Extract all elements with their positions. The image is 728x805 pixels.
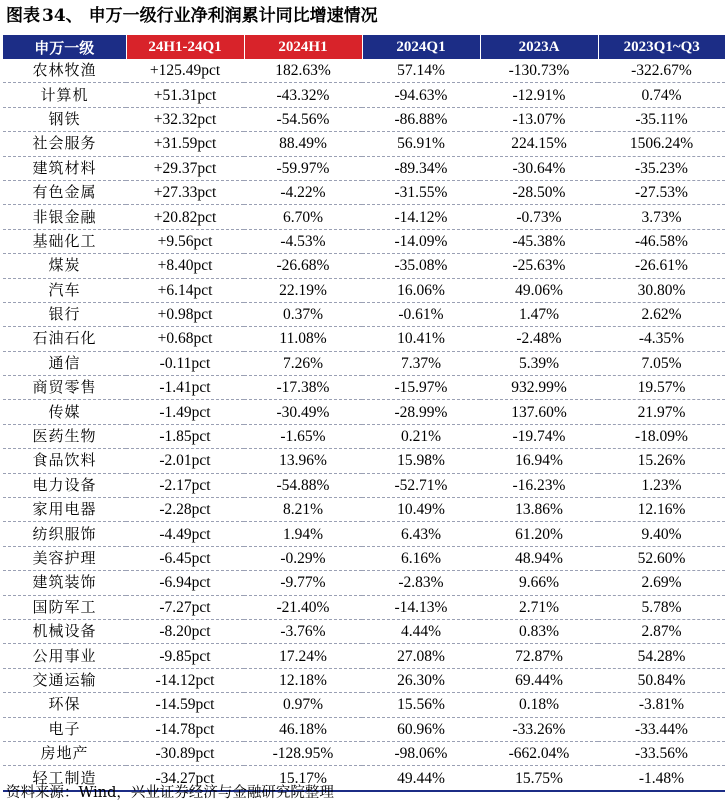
cell-industry: 电子: [3, 717, 126, 741]
cell-2023q1-q3: -322.67%: [598, 59, 725, 83]
cell-2023a: 0.18%: [480, 693, 598, 717]
cell-industry: 公用事业: [3, 644, 126, 668]
cell-2023a: -0.73%: [480, 205, 598, 229]
table-row: [3, 546, 725, 570]
cell-24h1-24q1: -14.78pct: [126, 717, 244, 741]
cell-2024h1: 12.18%: [244, 668, 362, 692]
cell-2024h1: -30.49%: [244, 400, 362, 424]
cell-industry: 纺织服饰: [3, 522, 126, 546]
table-header: [3, 35, 725, 59]
cell-2024h1: 46.18%: [244, 717, 362, 741]
cell-2024q1: 6.16%: [362, 546, 480, 570]
cell-24h1-24q1: +32.32pct: [126, 107, 244, 131]
table-row: [3, 327, 725, 351]
cell-2024q1: 10.41%: [362, 327, 480, 351]
cell-industry: 医药生物: [3, 424, 126, 448]
cell-industry: 有色金属: [3, 180, 126, 204]
cell-2024h1: -43.32%: [244, 83, 362, 107]
cell-2023a: 9.66%: [480, 571, 598, 595]
cell-2024q1: -14.09%: [362, 229, 480, 253]
table-row: [3, 693, 725, 717]
cell-industry: 机械设备: [3, 619, 126, 643]
table-row: [3, 741, 725, 765]
cell-2023a: 61.20%: [480, 522, 598, 546]
cell-industry: 国防军工: [3, 595, 126, 619]
cell-24h1-24q1: -4.49pct: [126, 522, 244, 546]
cell-24h1-24q1: -0.11pct: [126, 351, 244, 375]
cell-2024q1: -28.99%: [362, 400, 480, 424]
cell-2023q1-q3: 30.80%: [598, 278, 725, 302]
cell-2023a: 13.86%: [480, 498, 598, 522]
figure-title-text: 申万一级行业净利润累计同比增速情况: [88, 6, 378, 26]
cell-2023q1-q3: -1.48%: [598, 766, 725, 791]
table-row: [3, 351, 725, 375]
source-text: Wind，兴业证券经济与金融研究院整理: [78, 785, 334, 801]
cell-industry: 轻工制造: [3, 766, 126, 791]
header-industry: 申万一级: [3, 35, 126, 59]
cell-24h1-24q1: +6.14pct: [126, 278, 244, 302]
cell-2023q1-q3: 9.40%: [598, 522, 725, 546]
cell-2024q1: 10.49%: [362, 498, 480, 522]
cell-2024q1: -14.12%: [362, 205, 480, 229]
cell-2024q1: -94.63%: [362, 83, 480, 107]
cell-2024h1: -9.77%: [244, 571, 362, 595]
cell-2024q1: 27.08%: [362, 644, 480, 668]
cell-2024q1: 7.37%: [362, 351, 480, 375]
cell-2024h1: 11.08%: [244, 327, 362, 351]
cell-industry: 美容护理: [3, 546, 126, 570]
table-row: [3, 302, 725, 326]
cell-2023q1-q3: 2.62%: [598, 302, 725, 326]
cell-2024h1: 1.94%: [244, 522, 362, 546]
cell-industry: 传媒: [3, 400, 126, 424]
cell-industry: 汽车: [3, 278, 126, 302]
header-2024h1: 2024H1: [244, 35, 362, 59]
cell-24h1-24q1: +125.49pct: [126, 59, 244, 83]
cell-industry: 煤炭: [3, 254, 126, 278]
header-2023a: 2023A: [480, 35, 598, 59]
cell-2024h1: -54.56%: [244, 107, 362, 131]
cell-24h1-24q1: -6.94pct: [126, 571, 244, 595]
cell-24h1-24q1: +0.98pct: [126, 302, 244, 326]
cell-24h1-24q1: -30.89pct: [126, 741, 244, 765]
cell-2023q1-q3: 1.23%: [598, 473, 725, 497]
cell-24h1-24q1: -2.01pct: [126, 449, 244, 473]
cell-24h1-24q1: -9.85pct: [126, 644, 244, 668]
cell-industry: 钢铁: [3, 107, 126, 131]
cell-2023q1-q3: -35.11%: [598, 107, 725, 131]
figure-title-prefix: 图表: [6, 6, 40, 26]
cell-24h1-24q1: -1.85pct: [126, 424, 244, 448]
cell-2023a: 5.39%: [480, 351, 598, 375]
cell-industry: 建筑装饰: [3, 571, 126, 595]
cell-2023a: 1.47%: [480, 302, 598, 326]
cell-industry: 农林牧渔: [3, 59, 126, 83]
cell-2023a: 0.83%: [480, 619, 598, 643]
cell-industry: 基础化工: [3, 229, 126, 253]
source-label: 资料来源：: [6, 785, 79, 801]
cell-2023q1-q3: -33.56%: [598, 741, 725, 765]
cell-industry: 环保: [3, 693, 126, 717]
cell-2023a: -662.04%: [480, 741, 598, 765]
cell-2023q1-q3: 50.84%: [598, 668, 725, 692]
cell-2023q1-q3: 12.16%: [598, 498, 725, 522]
table-row: [3, 156, 725, 180]
table-row: [3, 107, 725, 131]
cell-2023q1-q3: 7.05%: [598, 351, 725, 375]
source-note: [6, 782, 334, 804]
cell-industry: 电力设备: [3, 473, 126, 497]
cell-2024h1: -54.88%: [244, 473, 362, 497]
cell-2023a: -28.50%: [480, 180, 598, 204]
cell-2024h1: -0.29%: [244, 546, 362, 570]
cell-2024h1: 13.96%: [244, 449, 362, 473]
cell-2023q1-q3: 5.78%: [598, 595, 725, 619]
cell-2023a: 69.44%: [480, 668, 598, 692]
cell-24h1-24q1: -1.49pct: [126, 400, 244, 424]
cell-2023q1-q3: 54.28%: [598, 644, 725, 668]
cell-2023a: 15.75%: [480, 766, 598, 791]
cell-2024q1: -52.71%: [362, 473, 480, 497]
cell-2024h1: 15.17%: [244, 766, 362, 791]
cell-2023q1-q3: 2.87%: [598, 619, 725, 643]
cell-2023q1-q3: -18.09%: [598, 424, 725, 448]
cell-2024q1: -35.08%: [362, 254, 480, 278]
cell-2024h1: 0.97%: [244, 693, 362, 717]
cell-industry: 石油石化: [3, 327, 126, 351]
cell-2023a: 932.99%: [480, 376, 598, 400]
table-row: [3, 400, 725, 424]
cell-industry: 银行: [3, 302, 126, 326]
cell-2023q1-q3: 19.57%: [598, 376, 725, 400]
cell-industry: 计算机: [3, 83, 126, 107]
cell-24h1-24q1: -2.28pct: [126, 498, 244, 522]
cell-2023a: -45.38%: [480, 229, 598, 253]
table-row: [3, 595, 725, 619]
cell-2023a: -16.23%: [480, 473, 598, 497]
cell-industry: 非银金融: [3, 205, 126, 229]
cell-24h1-24q1: +9.56pct: [126, 229, 244, 253]
table-row: [3, 498, 725, 522]
cell-2023q1-q3: 3.73%: [598, 205, 725, 229]
cell-2023q1-q3: -46.58%: [598, 229, 725, 253]
cell-2024q1: 15.98%: [362, 449, 480, 473]
cell-24h1-24q1: +20.82pct: [126, 205, 244, 229]
cell-2024q1: -89.34%: [362, 156, 480, 180]
cell-2024h1: -1.65%: [244, 424, 362, 448]
cell-2023a: 48.94%: [480, 546, 598, 570]
cell-2024h1: -59.97%: [244, 156, 362, 180]
cell-2023q1-q3: -33.44%: [598, 717, 725, 741]
cell-2024q1: 56.91%: [362, 132, 480, 156]
cell-2023q1-q3: 21.97%: [598, 400, 725, 424]
cell-2023q1-q3: 0.74%: [598, 83, 725, 107]
cell-2024h1: 17.24%: [244, 644, 362, 668]
cell-2024h1: -128.95%: [244, 741, 362, 765]
table-row: [3, 473, 725, 497]
table-row: [3, 180, 725, 204]
cell-2024q1: -86.88%: [362, 107, 480, 131]
cell-2024q1: 15.56%: [362, 693, 480, 717]
cell-24h1-24q1: +8.40pct: [126, 254, 244, 278]
cell-2023a: 49.06%: [480, 278, 598, 302]
cell-24h1-24q1: -14.59pct: [126, 693, 244, 717]
industry-net-profit-table: [3, 35, 725, 792]
cell-2023a: -25.63%: [480, 254, 598, 278]
cell-2023q1-q3: 52.60%: [598, 546, 725, 570]
cell-2023q1-q3: 1506.24%: [598, 132, 725, 156]
cell-2024q1: -2.83%: [362, 571, 480, 595]
cell-24h1-24q1: -1.41pct: [126, 376, 244, 400]
cell-24h1-24q1: -7.27pct: [126, 595, 244, 619]
cell-2024h1: 88.49%: [244, 132, 362, 156]
cell-24h1-24q1: +31.59pct: [126, 132, 244, 156]
cell-2024q1: -98.06%: [362, 741, 480, 765]
figure-title: [6, 3, 378, 29]
table-row: [3, 254, 725, 278]
cell-2024h1: -26.68%: [244, 254, 362, 278]
cell-industry: 食品饮料: [3, 449, 126, 473]
cell-2023a: -33.26%: [480, 717, 598, 741]
cell-2023a: 16.94%: [480, 449, 598, 473]
table-row: [3, 668, 725, 692]
cell-2024q1: 49.44%: [362, 766, 480, 791]
cell-industry: 社会服务: [3, 132, 126, 156]
table-row: [3, 571, 725, 595]
cell-2024h1: 0.37%: [244, 302, 362, 326]
cell-2024q1: 26.30%: [362, 668, 480, 692]
table-row: [3, 132, 725, 156]
header-24h1-24q1: 24H1-24Q1: [126, 35, 244, 59]
cell-industry: 交通运输: [3, 668, 126, 692]
cell-2023q1-q3: -4.35%: [598, 327, 725, 351]
cell-2023a: 137.60%: [480, 400, 598, 424]
table-row: [3, 376, 725, 400]
table-row: [3, 424, 725, 448]
table-row: [3, 229, 725, 253]
cell-2023q1-q3: -3.81%: [598, 693, 725, 717]
cell-2024h1: 6.70%: [244, 205, 362, 229]
cell-2023a: 224.15%: [480, 132, 598, 156]
cell-2023q1-q3: 15.26%: [598, 449, 725, 473]
cell-24h1-24q1: +51.31pct: [126, 83, 244, 107]
cell-24h1-24q1: +29.37pct: [126, 156, 244, 180]
cell-2024q1: 4.44%: [362, 619, 480, 643]
header-2023q1-q3: 2023Q1~Q3: [598, 35, 725, 59]
cell-24h1-24q1: +0.68pct: [126, 327, 244, 351]
cell-2023a: 72.87%: [480, 644, 598, 668]
cell-24h1-24q1: -2.17pct: [126, 473, 244, 497]
cell-2023a: -30.64%: [480, 156, 598, 180]
table-row: [3, 59, 725, 83]
cell-2024h1: 8.21%: [244, 498, 362, 522]
cell-2023q1-q3: -27.53%: [598, 180, 725, 204]
cell-2024q1: 16.06%: [362, 278, 480, 302]
cell-2023a: -2.48%: [480, 327, 598, 351]
cell-2023q1-q3: -35.23%: [598, 156, 725, 180]
cell-industry: 通信: [3, 351, 126, 375]
cell-2024q1: -0.61%: [362, 302, 480, 326]
cell-2024q1: -14.13%: [362, 595, 480, 619]
table-row: [3, 449, 725, 473]
cell-industry: 家用电器: [3, 498, 126, 522]
cell-2024h1: 22.19%: [244, 278, 362, 302]
cell-2024h1: -4.22%: [244, 180, 362, 204]
table-row: [3, 278, 725, 302]
cell-industry: 商贸零售: [3, 376, 126, 400]
header-row: [3, 35, 725, 59]
table-row: [3, 717, 725, 741]
cell-2024q1: 60.96%: [362, 717, 480, 741]
cell-24h1-24q1: -34.27pct: [126, 766, 244, 791]
cell-2024h1: -3.76%: [244, 619, 362, 643]
cell-2024q1: 6.43%: [362, 522, 480, 546]
cell-2024q1: 0.21%: [362, 424, 480, 448]
cell-2023a: -12.91%: [480, 83, 598, 107]
cell-2023a: -130.73%: [480, 59, 598, 83]
cell-2024q1: -31.55%: [362, 180, 480, 204]
cell-2024q1: 57.14%: [362, 59, 480, 83]
cell-24h1-24q1: -14.12pct: [126, 668, 244, 692]
cell-2023a: -13.07%: [480, 107, 598, 131]
cell-2023a: 2.71%: [480, 595, 598, 619]
cell-industry: 房地产: [3, 741, 126, 765]
table-body: [3, 59, 725, 791]
cell-2024h1: 7.26%: [244, 351, 362, 375]
figure-title-number: 34、: [42, 6, 83, 26]
cell-2024h1: -17.38%: [244, 376, 362, 400]
cell-2024h1: -4.53%: [244, 229, 362, 253]
cell-2023q1-q3: -26.61%: [598, 254, 725, 278]
cell-2023q1-q3: 2.69%: [598, 571, 725, 595]
table-row: [3, 644, 725, 668]
cell-2024q1: -15.97%: [362, 376, 480, 400]
cell-2023a: -19.74%: [480, 424, 598, 448]
header-2024q1: 2024Q1: [362, 35, 480, 59]
table-row: [3, 522, 725, 546]
cell-24h1-24q1: -6.45pct: [126, 546, 244, 570]
cell-2024h1: -21.40%: [244, 595, 362, 619]
cell-24h1-24q1: +27.33pct: [126, 180, 244, 204]
cell-2024h1: 182.63%: [244, 59, 362, 83]
table-row: [3, 205, 725, 229]
table-row: [3, 619, 725, 643]
cell-24h1-24q1: -8.20pct: [126, 619, 244, 643]
table-row: [3, 83, 725, 107]
cell-industry: 建筑材料: [3, 156, 126, 180]
